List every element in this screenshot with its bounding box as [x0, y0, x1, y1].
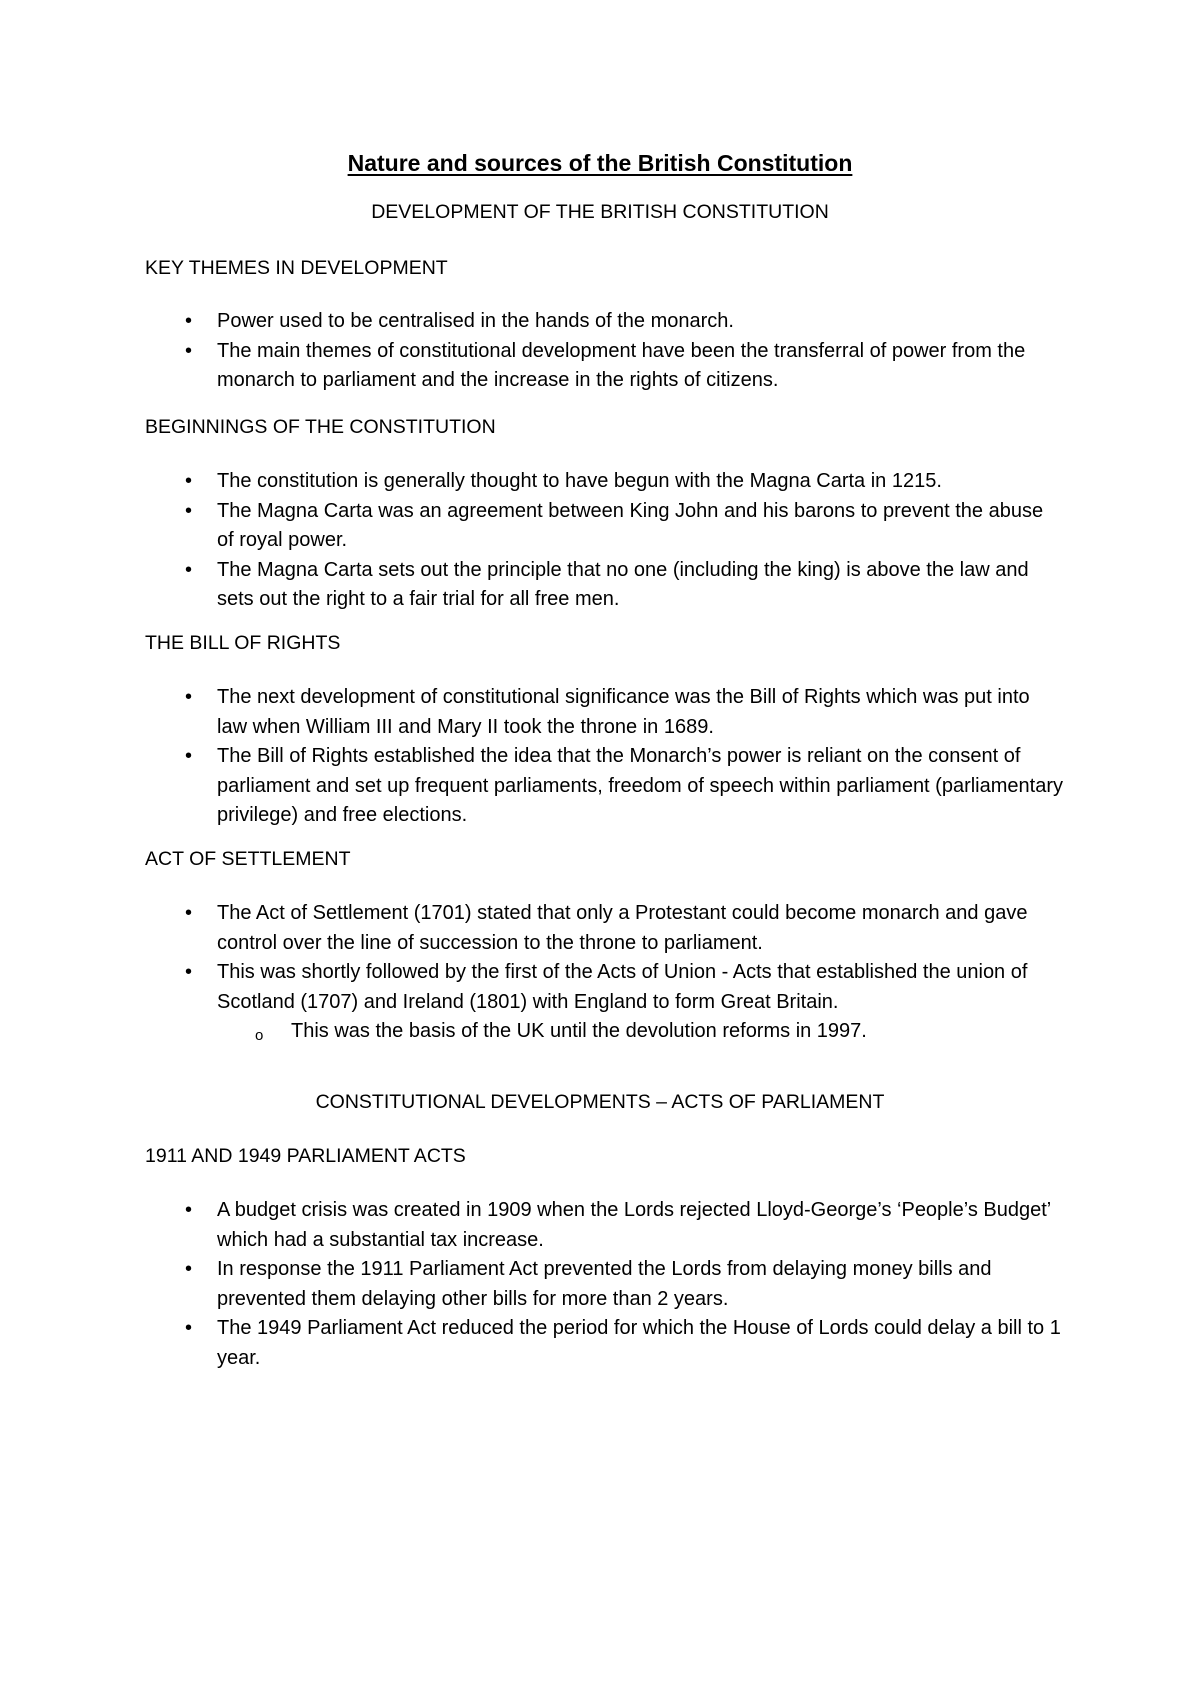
sub-list-item: [145, 1017, 1065, 1047]
act-of-settlement-list: [145, 899, 1065, 1047]
bullet-icon: •: [185, 1258, 193, 1280]
list-item: [145, 1255, 1065, 1314]
bullet-icon: •: [185, 1199, 193, 1221]
document-title: Nature and sources of the British Constitution: [347, 150, 853, 176]
list-item-text: The Magna Carta was an agreement between King John and his barons to prevent the abuse of royal power.: [217, 499, 1044, 551]
list-item-text: The Act of Settlement (1701) stated that only a Protestant could become monarch and gave control over the line of succession to the throne to parliament.: [217, 902, 1028, 954]
list-item-text: This was shortly followed by the first of the Acts of Union - Acts that established the union of Scotland (1707) and Ireland (1801) with England to form Great Britain.: [217, 961, 1028, 1013]
list-item: [145, 899, 1065, 958]
list-item: [145, 497, 1065, 556]
list-item-text: The constitution is generally thought to have begun with the Magna Carta in 1215.: [217, 470, 942, 492]
hollow-bullet-icon: o: [255, 1027, 264, 1044]
section-heading-bill-of-rights: THE BILL OF RIGHTS: [145, 632, 341, 654]
list-item: [145, 467, 1065, 497]
bullet-icon: •: [185, 1317, 193, 1339]
bullet-icon: •: [185, 745, 193, 767]
list-item: [145, 958, 1065, 1047]
list-item-text: The Bill of Rights established the idea that the Monarch’s power is reliant on the consent of parliament and set up frequent parliaments, freedom of speech within parliament (parliamentary privilege) and free elections.: [217, 745, 1063, 826]
list-item-text: In response the 1911 Parliament Act prevented the Lords from delaying money bills and prevented them delaying other bills for more than 2 years.: [217, 1258, 992, 1310]
list-item: [145, 307, 1065, 337]
bullet-icon: •: [185, 470, 193, 492]
section-heading-acts-of-parliament: CONSTITUTIONAL DEVELOPMENTS – ACTS OF PARLIAMENT: [315, 1091, 885, 1113]
list-item-text: A budget crisis was created in 1909 when the Lords rejected Lloyd-George’s ‘People’s Budget’ which had a substantial tax increase.: [217, 1199, 1051, 1251]
section-heading-key-themes: KEY THEMES IN DEVELOPMENT: [145, 257, 448, 279]
document-subtitle: DEVELOPMENT OF THE BRITISH CONSTITUTION: [371, 201, 829, 223]
list-item: [145, 1314, 1065, 1373]
list-item: [145, 556, 1065, 615]
section-heading-parliament-acts: 1911 AND 1949 PARLIAMENT ACTS: [145, 1145, 466, 1167]
sub-list-item-text: This was the basis of the UK until the devolution reforms in 1997.: [291, 1020, 867, 1042]
list-item-text: The main themes of constitutional development have been the transferral of power from the monarch to parliament and the increase in the rights of citizens.: [217, 339, 1026, 391]
bullet-icon: •: [185, 310, 193, 332]
beginnings-list: [145, 467, 1065, 615]
bill-of-rights-list: [145, 683, 1065, 831]
list-item-text: Power used to be centralised in the hands of the monarch.: [217, 310, 734, 332]
bullet-icon: •: [185, 339, 193, 362]
sub-list: [217, 1017, 1065, 1047]
list-item: [145, 683, 1065, 742]
section-heading-act-of-settlement: ACT OF SETTLEMENT: [145, 848, 351, 870]
key-themes-list: [145, 307, 1065, 396]
list-item-text: The next development of constitutional significance was the Bill of Rights which was put into law when William III and Mary II took the throne in 1689.: [217, 686, 1030, 738]
list-item-text: The 1949 Parliament Act reduced the period for which the House of Lords could delay a bill to 1 year.: [217, 1317, 1061, 1369]
list-item-text: The Magna Carta sets out the principle that no one (including the king) is above the law and sets out the right to a fair trial for all free men.: [217, 558, 1029, 610]
parliament-acts-list: [145, 1196, 1065, 1373]
bullet-icon: •: [185, 686, 193, 708]
section-heading-beginnings: BEGINNINGS OF THE CONSTITUTION: [145, 416, 496, 438]
bullet-icon: •: [185, 902, 193, 924]
bullet-icon: •: [185, 499, 193, 522]
bullet-icon: •: [185, 558, 193, 581]
list-item: [145, 337, 1065, 396]
list-item: [145, 1196, 1065, 1255]
list-item: [145, 742, 1065, 831]
bullet-icon: •: [185, 961, 193, 983]
